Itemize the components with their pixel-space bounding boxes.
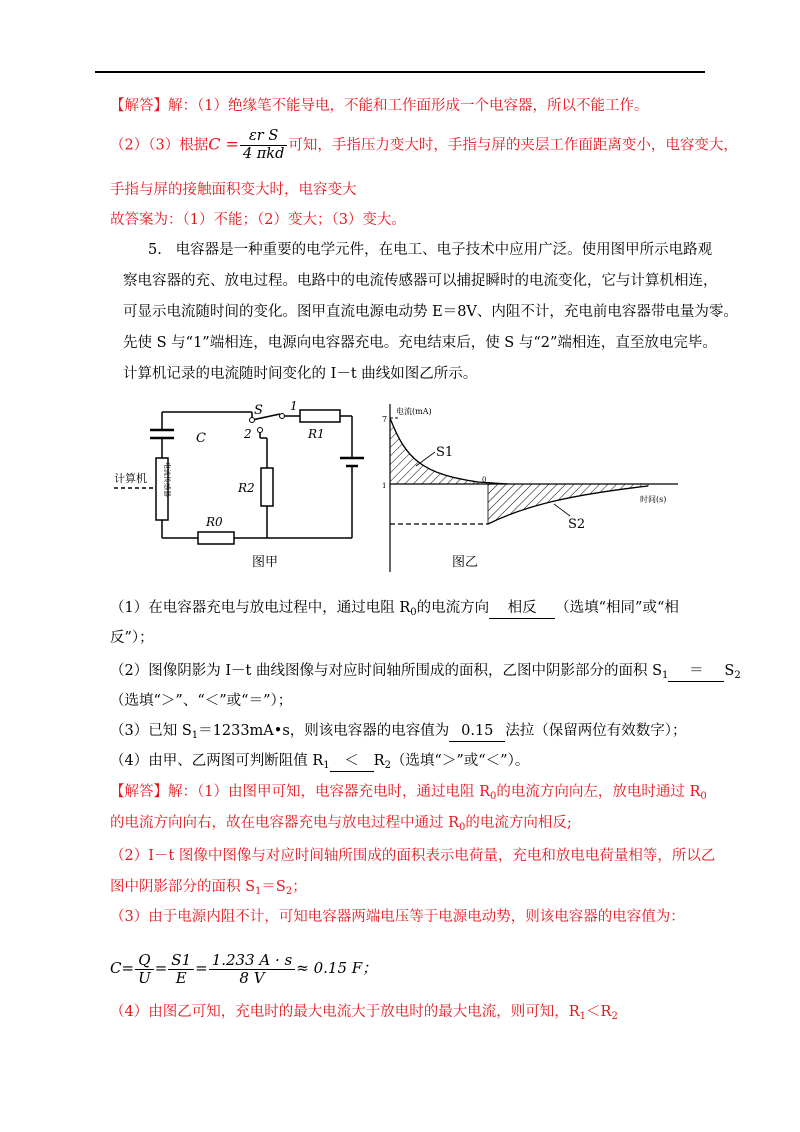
answer5-line5: （3）由于电源内阻不计，可知电容器两端电压等于电源电动势，则该电容器的电容值为： [110, 909, 685, 925]
label-computer: 计算机 [114, 472, 147, 485]
graph-y0: 0 [482, 476, 487, 484]
q5-line2: 察电容器的充、放电过程。电路中的电流传感器可以捕捉瞬时的电流变化，它与计算机相连， [123, 273, 718, 289]
answer5-line1: 【解答】解：（1）由图甲可知，电容器充电时，通过电阻 $R_0$的电流方向向左，放电时通过 $R_0$ [110, 784, 707, 802]
capacitance-formula: $\frac{\text{εr S}}{\text{4 πkd}}$ [240, 128, 287, 163]
answer5-line3: （2）I－t 图像中图像与对应时间轴所围成的面积表示电荷量，充电和放电电荷量相等，所以乙 [110, 848, 716, 864]
graph-S2-label: S2 [568, 517, 586, 532]
graph-xlabel: 时间(s) [640, 495, 667, 504]
sub2-answer: ＝ [668, 661, 724, 682]
q5-sub4: （4）由甲、乙两图可判断阻值 $R_1 < R_2$（选填“＞”或“＜”）。 [110, 753, 530, 771]
sub1-answer: 相反 [489, 598, 555, 619]
R2-resistor [261, 468, 273, 506]
answer5-line6: （4）由图乙可知，充电时的最大电流大于放电时的最大电流，则可知，$R_1<R_2$ [110, 1004, 618, 1022]
label-R2: R2 [238, 481, 255, 495]
label-R0: R0 [206, 515, 223, 529]
label-terminal-2: 2 [244, 427, 252, 441]
header-rule [95, 71, 705, 73]
label-R1: R1 [308, 427, 325, 441]
R1-resistor [300, 410, 340, 422]
graph-y7: 7 [382, 415, 388, 424]
answer5-line2: 的电流方向向右，故在电容器充电与放电过程中通过 $R_0$的电流方向相反; [110, 815, 572, 833]
answer-tag: 【解答】 [110, 784, 168, 800]
q5-line1: 5. 电容器是一种重要的电学元件，在电工、电子技术中应用广泛。使用图甲所示电路观 [148, 242, 713, 258]
q5-sub1: （1）在电容器充电与放电过程中，通过电阻 $R_0$的电流方向 相反 （选填“相同”或“相 [110, 600, 679, 618]
q5-line4: 先使 S 与“1”端相连，电源向电容器充电。充电结束后，使 S 与“2”端相连，直至放电完毕。 [123, 335, 717, 351]
answer5-line4: 图中阴影部分的面积 $S_1=S_2$； [110, 879, 307, 897]
graph-S1-label: S1 [436, 445, 454, 460]
fig1-caption: 图甲 [252, 555, 279, 570]
sub3-answer: 0.15 [449, 721, 505, 742]
label-sensor: 电流传感器 [163, 462, 171, 497]
answer4-line1: 【解答】解：（1）绝缘笔不能导电，不能和工作面形成一个电容器，所以不能工作。 [110, 98, 649, 114]
label-terminal-1: 1 [290, 400, 298, 413]
q5-sub2: （2）图像阴影为 I－t 曲线图像与对应时间轴所围成的面积，乙图中阴影部分的面积 $S_1 = S_2$ [110, 663, 741, 681]
answer4-line2: （2）（3）根据C = $\frac{\text{εr S}}{\text{4 πkd}}$ 可知，手指压力变大时，手指与屏的夹层工作面距离变小，电容变大， [110, 128, 738, 162]
answer4-line4: 故答案为：（1）不能；（2）变大；（3）变大。 [110, 212, 406, 228]
label-C: C [196, 431, 206, 446]
answer4-line3: 手指与屏的接触面积变大时，电容变大 [110, 182, 357, 198]
q5-line3: 可显示电流随时间的变化。图甲直流电源电动势 E＝8V、内阻不计，充电前电容器带电量为零。 [123, 304, 738, 320]
q5-line5: 计算机记录的电流随时间变化的 I－t 曲线如图乙所示。 [123, 366, 478, 382]
fig2-caption: 图乙 [452, 555, 479, 570]
it-graph [378, 400, 690, 575]
graph-ylabel: 电流(mA) [396, 407, 432, 416]
q5-sub2-cont: （选填“＞”、“＜”或“＝”）； [110, 693, 293, 709]
q5-sub1-cont: 反”）； [110, 630, 154, 646]
q5-sub3: （3）已知 $S_1=1233mA•s$，则该电容器的电容值为 0.15 法拉（保留两位有效数字）； [110, 723, 687, 741]
label-S: S [254, 403, 263, 418]
answer-tag: 【解答】 [110, 98, 168, 114]
sub4-answer: ＜ [330, 751, 374, 772]
graph-y1: 1 [382, 482, 387, 490]
q5-number: 5. [148, 242, 162, 258]
R0-resistor [198, 532, 234, 544]
circuit-figure [112, 400, 382, 575]
capacitance-calculation: C= $\frac{Q}{U}$ = $\frac{S1}{E}$ = $\frac{1.233 A \cdot s}{8 V}$ ≈ 0.15 F； [110, 950, 378, 987]
